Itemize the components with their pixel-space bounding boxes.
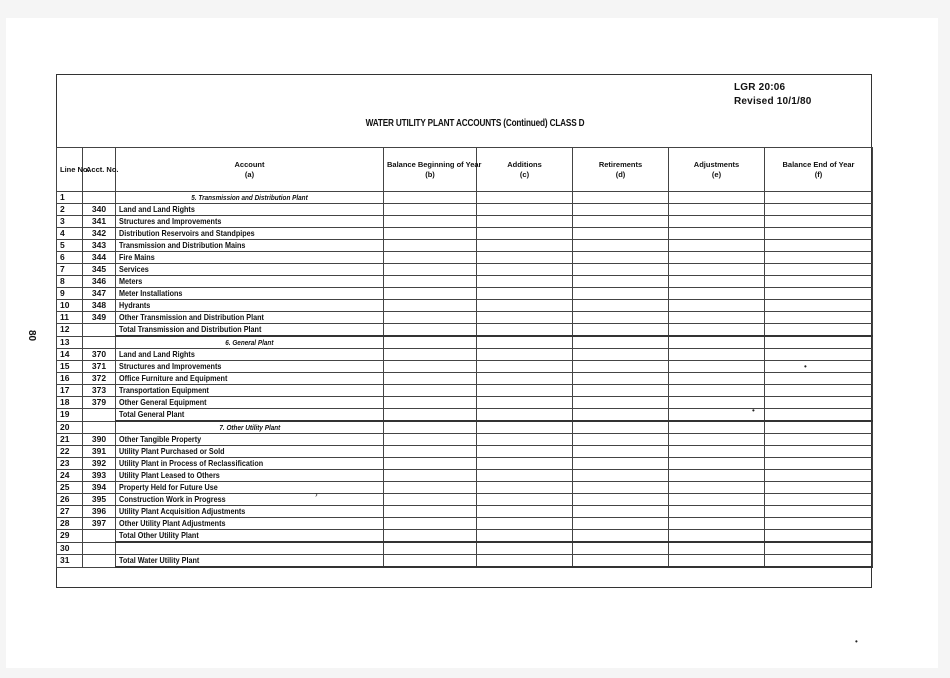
account-name: Other General Equipment <box>116 397 384 409</box>
retirements-cell[interactable] <box>573 192 669 204</box>
line-number: 24 <box>57 470 83 482</box>
table-row <box>57 518 873 530</box>
table-row <box>57 373 873 385</box>
balance-end-cell[interactable] <box>765 288 873 300</box>
table-row <box>57 312 873 324</box>
form-code: LGR 20:06 <box>734 82 786 93</box>
adjustments-cell[interactable] <box>669 264 765 276</box>
account-name: Utility Plant Purchased or Sold <box>116 446 384 458</box>
account-name: Structures and Improvements <box>116 361 384 373</box>
table-row <box>57 397 873 409</box>
balance-end-cell[interactable] <box>765 276 873 288</box>
retirements-cell[interactable] <box>573 361 669 373</box>
additions-cell[interactable] <box>477 506 573 518</box>
balance-begin-cell[interactable] <box>384 458 477 470</box>
adjustments-cell[interactable] <box>669 216 765 228</box>
account-name: Other Tangible Property <box>116 434 384 446</box>
balance-begin-cell[interactable] <box>384 276 477 288</box>
adjustments-cell[interactable] <box>669 324 765 337</box>
line-number: 19 <box>57 409 83 422</box>
retirements-cell[interactable] <box>573 240 669 252</box>
retirements-cell[interactable] <box>573 228 669 240</box>
account-number: 373 <box>83 385 116 397</box>
line-number: 5 <box>57 240 83 252</box>
additions-cell[interactable] <box>477 228 573 240</box>
total-label: Total Other Utility Plant <box>116 530 384 543</box>
balance-begin-cell[interactable] <box>384 216 477 228</box>
balance-end-cell[interactable] <box>765 555 873 568</box>
balance-begin-cell[interactable] <box>384 252 477 264</box>
balance-end-cell[interactable] <box>765 470 873 482</box>
retirements-cell[interactable] <box>573 555 669 568</box>
balance-end-cell[interactable] <box>765 482 873 494</box>
adjustments-cell[interactable] <box>669 312 765 324</box>
line-number: 23 <box>57 458 83 470</box>
balance-end-cell[interactable] <box>765 324 873 337</box>
table-row <box>57 470 873 482</box>
balance-end-cell[interactable] <box>765 446 873 458</box>
account-name: Utility Plant Acquisition Adjustments <box>116 506 384 518</box>
account-name: Land and Land Rights <box>116 204 384 216</box>
balance-end-cell[interactable] <box>765 494 873 506</box>
additions-cell[interactable] <box>477 482 573 494</box>
total-label: Total General Plant <box>116 409 384 422</box>
balance-end-cell[interactable] <box>765 373 873 385</box>
table-row <box>57 506 873 518</box>
col-acct-header: Acct. No. <box>83 148 116 192</box>
line-number: 17 <box>57 385 83 397</box>
retirements-cell[interactable] <box>573 506 669 518</box>
account-name: Meter Installations <box>116 288 384 300</box>
account-number <box>83 192 116 204</box>
balance-end-cell[interactable] <box>765 434 873 446</box>
additions-cell[interactable] <box>477 458 573 470</box>
account-name: Office Furniture and Equipment <box>116 373 384 385</box>
balance-begin-cell[interactable] <box>384 542 477 555</box>
account-name: Other Utility Plant Adjustments <box>116 518 384 530</box>
line-number: 18 <box>57 397 83 409</box>
account-name: Construction Work in Progress <box>116 494 384 506</box>
additions-cell[interactable] <box>477 361 573 373</box>
adjustments-cell[interactable] <box>669 300 765 312</box>
account-name: Meters <box>116 276 384 288</box>
retirements-cell[interactable] <box>573 494 669 506</box>
adjustments-cell[interactable] <box>669 192 765 204</box>
account-name: Transmission and Distribution Mains <box>116 240 384 252</box>
balance-end-cell[interactable] <box>765 506 873 518</box>
additions-cell[interactable] <box>477 434 573 446</box>
balance-end-cell[interactable] <box>765 216 873 228</box>
balance-begin-cell[interactable] <box>384 324 477 337</box>
balance-begin-cell[interactable] <box>384 518 477 530</box>
col-balance-end-header: Balance End of Year (f) <box>765 148 873 192</box>
table-row <box>57 324 873 337</box>
balance-begin-cell[interactable] <box>384 264 477 276</box>
additions-cell[interactable] <box>477 276 573 288</box>
retirements-cell[interactable] <box>573 204 669 216</box>
adjustments-cell[interactable] <box>669 373 765 385</box>
retirements-cell[interactable] <box>573 385 669 397</box>
balance-end-cell[interactable] <box>765 252 873 264</box>
account-number <box>83 324 116 337</box>
balance-begin-cell[interactable] <box>384 470 477 482</box>
table-row <box>57 458 873 470</box>
account-number <box>83 336 116 349</box>
additions-cell[interactable] <box>477 349 573 361</box>
line-number: 21 <box>57 434 83 446</box>
table-row <box>57 264 873 276</box>
table-row <box>57 336 873 349</box>
account-number: 390 <box>83 434 116 446</box>
balance-begin-cell[interactable] <box>384 421 477 434</box>
page-title: WATER UTILITY PLANT ACCOUNTS (Continued) CLASS D <box>365 118 585 129</box>
additions-cell[interactable] <box>477 240 573 252</box>
account-number: 396 <box>83 506 116 518</box>
adjustments-cell[interactable] <box>669 506 765 518</box>
balance-begin-cell[interactable] <box>384 240 477 252</box>
table-row <box>57 434 873 446</box>
additions-cell[interactable] <box>477 446 573 458</box>
section-heading: 6. General Plant <box>116 336 384 349</box>
additions-cell[interactable] <box>477 252 573 264</box>
line-number: 31 <box>57 555 83 568</box>
retirements-cell[interactable] <box>573 470 669 482</box>
additions-cell[interactable] <box>477 409 573 422</box>
balance-begin-cell[interactable] <box>384 192 477 204</box>
balance-end-cell[interactable] <box>765 204 873 216</box>
account-number <box>83 555 116 568</box>
retirements-cell[interactable] <box>573 482 669 494</box>
balance-end-cell[interactable] <box>765 397 873 409</box>
balance-end-cell[interactable] <box>765 349 873 361</box>
stray-mark: › <box>315 490 318 499</box>
balance-begin-cell[interactable] <box>384 336 477 349</box>
account-number: 346 <box>83 276 116 288</box>
adjustments-cell[interactable] <box>669 482 765 494</box>
table-row <box>57 421 873 434</box>
adjustments-cell[interactable] <box>669 240 765 252</box>
table-row <box>57 288 873 300</box>
table-row <box>57 409 873 422</box>
line-number: 20 <box>57 421 83 434</box>
adjustments-cell[interactable] <box>669 470 765 482</box>
balance-begin-cell[interactable] <box>384 446 477 458</box>
account-number: 397 <box>83 518 116 530</box>
account-number: 392 <box>83 458 116 470</box>
account-name: Structures and Improvements <box>116 216 384 228</box>
adjustments-cell[interactable] <box>669 276 765 288</box>
balance-begin-cell[interactable] <box>384 349 477 361</box>
account-number: 348 <box>83 300 116 312</box>
additions-cell[interactable] <box>477 397 573 409</box>
line-number: 8 <box>57 276 83 288</box>
additions-cell[interactable] <box>477 312 573 324</box>
additions-cell[interactable] <box>477 324 573 337</box>
account-number: 343 <box>83 240 116 252</box>
account-name: Transportation Equipment <box>116 385 384 397</box>
account-number: 394 <box>83 482 116 494</box>
line-number: 15 <box>57 361 83 373</box>
line-number: 16 <box>57 373 83 385</box>
additions-cell[interactable] <box>477 530 573 543</box>
section-heading: 5. Transmission and Distribution Plant <box>116 192 384 204</box>
additions-cell[interactable] <box>477 555 573 568</box>
account-number: 370 <box>83 349 116 361</box>
total-label: Total Transmission and Distribution Plant <box>116 324 384 337</box>
line-number: 9 <box>57 288 83 300</box>
account-name: Other Transmission and Distribution Plant <box>116 312 384 324</box>
line-number: 11 <box>57 312 83 324</box>
account-number: 342 <box>83 228 116 240</box>
balance-end-cell[interactable] <box>765 361 873 373</box>
retirements-cell[interactable] <box>573 300 669 312</box>
account-name: Services <box>116 264 384 276</box>
additions-cell[interactable] <box>477 216 573 228</box>
balance-begin-cell[interactable] <box>384 482 477 494</box>
account-name <box>116 542 384 555</box>
line-number: 25 <box>57 482 83 494</box>
retirements-cell[interactable] <box>573 216 669 228</box>
table-row <box>57 494 873 506</box>
account-number <box>83 542 116 555</box>
account-name: Utility Plant in Process of Reclassification <box>116 458 384 470</box>
balance-end-cell[interactable] <box>765 336 873 349</box>
balance-begin-cell[interactable] <box>384 228 477 240</box>
additions-cell[interactable] <box>477 542 573 555</box>
table-row <box>57 276 873 288</box>
retirements-cell[interactable] <box>573 530 669 543</box>
additions-cell[interactable] <box>477 288 573 300</box>
line-number: 22 <box>57 446 83 458</box>
balance-begin-cell[interactable] <box>384 300 477 312</box>
retirements-cell[interactable] <box>573 542 669 555</box>
adjustments-cell[interactable] <box>669 421 765 434</box>
balance-end-cell[interactable] <box>765 421 873 434</box>
retirements-cell[interactable] <box>573 446 669 458</box>
table-row <box>57 252 873 264</box>
balance-end-cell[interactable] <box>765 264 873 276</box>
account-number: 344 <box>83 252 116 264</box>
col-account-header: Account (a) <box>116 148 384 192</box>
additions-cell[interactable] <box>477 300 573 312</box>
col-line-header: Line No. <box>57 148 83 192</box>
adjustments-cell[interactable] <box>669 228 765 240</box>
line-number: 13 <box>57 336 83 349</box>
account-name: Fire Mains <box>116 252 384 264</box>
table-row <box>57 385 873 397</box>
balance-begin-cell[interactable] <box>384 288 477 300</box>
additions-cell[interactable] <box>477 518 573 530</box>
balance-begin-cell[interactable] <box>384 555 477 568</box>
stray-dot: • <box>855 637 858 646</box>
balance-begin-cell[interactable] <box>384 397 477 409</box>
account-name: Hydrants <box>116 300 384 312</box>
retirements-cell[interactable] <box>573 421 669 434</box>
account-name: Property Held for Future Use <box>116 482 384 494</box>
adjustments-cell[interactable] <box>669 518 765 530</box>
form-code-block <box>734 81 812 108</box>
table-row <box>57 240 873 252</box>
plant-accounts-table <box>56 147 873 568</box>
account-number <box>83 530 116 543</box>
additions-cell[interactable] <box>477 192 573 204</box>
adjustments-cell[interactable] <box>669 252 765 264</box>
balance-begin-cell[interactable] <box>384 385 477 397</box>
table-row <box>57 349 873 361</box>
balance-end-cell[interactable] <box>765 542 873 555</box>
table-row <box>57 228 873 240</box>
line-number: 27 <box>57 506 83 518</box>
table-row <box>57 542 873 555</box>
total-label: Total Water Utility Plant <box>116 555 384 568</box>
adjustments-cell[interactable] <box>669 397 765 409</box>
line-number: 30 <box>57 542 83 555</box>
table-row <box>57 446 873 458</box>
section-heading: 7. Other Utility Plant <box>116 421 384 434</box>
adjustments-cell[interactable] <box>669 434 765 446</box>
line-number: 26 <box>57 494 83 506</box>
account-name: Utility Plant Leased to Others <box>116 470 384 482</box>
retirements-cell[interactable] <box>573 252 669 264</box>
balance-end-cell[interactable] <box>765 240 873 252</box>
retirements-cell[interactable] <box>573 276 669 288</box>
retirements-cell[interactable] <box>573 409 669 422</box>
stray-dot: • <box>752 406 755 415</box>
adjustments-cell[interactable] <box>669 288 765 300</box>
adjustments-cell[interactable] <box>669 446 765 458</box>
balance-end-cell[interactable] <box>765 312 873 324</box>
stray-dot: • <box>804 362 807 371</box>
adjustments-cell[interactable] <box>669 458 765 470</box>
balance-begin-cell[interactable] <box>384 434 477 446</box>
table-row <box>57 482 873 494</box>
table-row <box>57 530 873 543</box>
additions-cell[interactable] <box>477 264 573 276</box>
retirements-cell[interactable] <box>573 264 669 276</box>
account-name: Land and Land Rights <box>116 349 384 361</box>
balance-begin-cell[interactable] <box>384 530 477 543</box>
additions-cell[interactable] <box>477 470 573 482</box>
line-number: 7 <box>57 264 83 276</box>
additions-cell[interactable] <box>477 373 573 385</box>
page-number: 80 <box>26 329 38 342</box>
balance-begin-cell[interactable] <box>384 506 477 518</box>
adjustments-cell[interactable] <box>669 409 765 422</box>
line-number: 1 <box>57 192 83 204</box>
retirements-cell[interactable] <box>573 397 669 409</box>
adjustments-cell[interactable] <box>669 349 765 361</box>
account-number <box>83 409 116 422</box>
line-number: 3 <box>57 216 83 228</box>
additions-cell[interactable] <box>477 336 573 349</box>
col-retirements-header: Retirements (d) <box>573 148 669 192</box>
adjustments-cell[interactable] <box>669 530 765 543</box>
table-header-row <box>57 148 873 192</box>
retirements-cell[interactable] <box>573 458 669 470</box>
adjustments-cell[interactable] <box>669 204 765 216</box>
account-number: 379 <box>83 397 116 409</box>
balance-end-cell[interactable] <box>765 192 873 204</box>
account-name: Distribution Reservoirs and Standpipes <box>116 228 384 240</box>
additions-cell[interactable] <box>477 385 573 397</box>
account-number: 349 <box>83 312 116 324</box>
balance-end-cell[interactable] <box>765 228 873 240</box>
line-number: 4 <box>57 228 83 240</box>
balance-end-cell[interactable] <box>765 458 873 470</box>
account-number: 345 <box>83 264 116 276</box>
line-number: 12 <box>57 324 83 337</box>
adjustments-cell[interactable] <box>669 385 765 397</box>
line-number: 29 <box>57 530 83 543</box>
balance-end-cell[interactable] <box>765 300 873 312</box>
table-row <box>57 192 873 204</box>
retirements-cell[interactable] <box>573 312 669 324</box>
account-number: 340 <box>83 204 116 216</box>
line-number: 14 <box>57 349 83 361</box>
table-row <box>57 300 873 312</box>
retirements-cell[interactable] <box>573 349 669 361</box>
account-number: 393 <box>83 470 116 482</box>
additions-cell[interactable] <box>477 494 573 506</box>
line-number: 10 <box>57 300 83 312</box>
adjustments-cell[interactable] <box>669 361 765 373</box>
adjustments-cell[interactable] <box>669 542 765 555</box>
table-row <box>57 555 873 568</box>
account-number: 371 <box>83 361 116 373</box>
retirements-cell[interactable] <box>573 373 669 385</box>
table-row <box>57 204 873 216</box>
line-number: 28 <box>57 518 83 530</box>
line-number: 2 <box>57 204 83 216</box>
account-number <box>83 421 116 434</box>
balance-end-cell[interactable] <box>765 409 873 422</box>
additions-cell[interactable] <box>477 204 573 216</box>
adjustments-cell[interactable] <box>669 494 765 506</box>
additions-cell[interactable] <box>477 421 573 434</box>
adjustments-cell[interactable] <box>669 336 765 349</box>
balance-begin-cell[interactable] <box>384 494 477 506</box>
adjustments-cell[interactable] <box>669 555 765 568</box>
account-number: 347 <box>83 288 116 300</box>
table-row <box>57 361 873 373</box>
table-row <box>57 216 873 228</box>
col-additions-header: Additions (c) <box>477 148 573 192</box>
account-number: 341 <box>83 216 116 228</box>
balance-end-cell[interactable] <box>765 385 873 397</box>
line-number: 6 <box>57 252 83 264</box>
balance-begin-cell[interactable] <box>384 373 477 385</box>
retirements-cell[interactable] <box>573 288 669 300</box>
balance-end-cell[interactable] <box>765 530 873 543</box>
balance-begin-cell[interactable] <box>384 409 477 422</box>
balance-begin-cell[interactable] <box>384 361 477 373</box>
revision-date: Revised 10/1/80 <box>734 95 812 107</box>
retirements-cell[interactable] <box>573 336 669 349</box>
balance-end-cell[interactable] <box>765 518 873 530</box>
account-number: 395 <box>83 494 116 506</box>
account-number: 372 <box>83 373 116 385</box>
col-adjustments-header: Adjustments (e) <box>669 148 765 192</box>
retirements-cell[interactable] <box>573 518 669 530</box>
balance-begin-cell[interactable] <box>384 204 477 216</box>
retirements-cell[interactable] <box>573 434 669 446</box>
balance-begin-cell[interactable] <box>384 312 477 324</box>
col-balance-begin-header: Balance Beginning of Year (b) <box>384 148 477 192</box>
retirements-cell[interactable] <box>573 324 669 337</box>
account-number: 391 <box>83 446 116 458</box>
